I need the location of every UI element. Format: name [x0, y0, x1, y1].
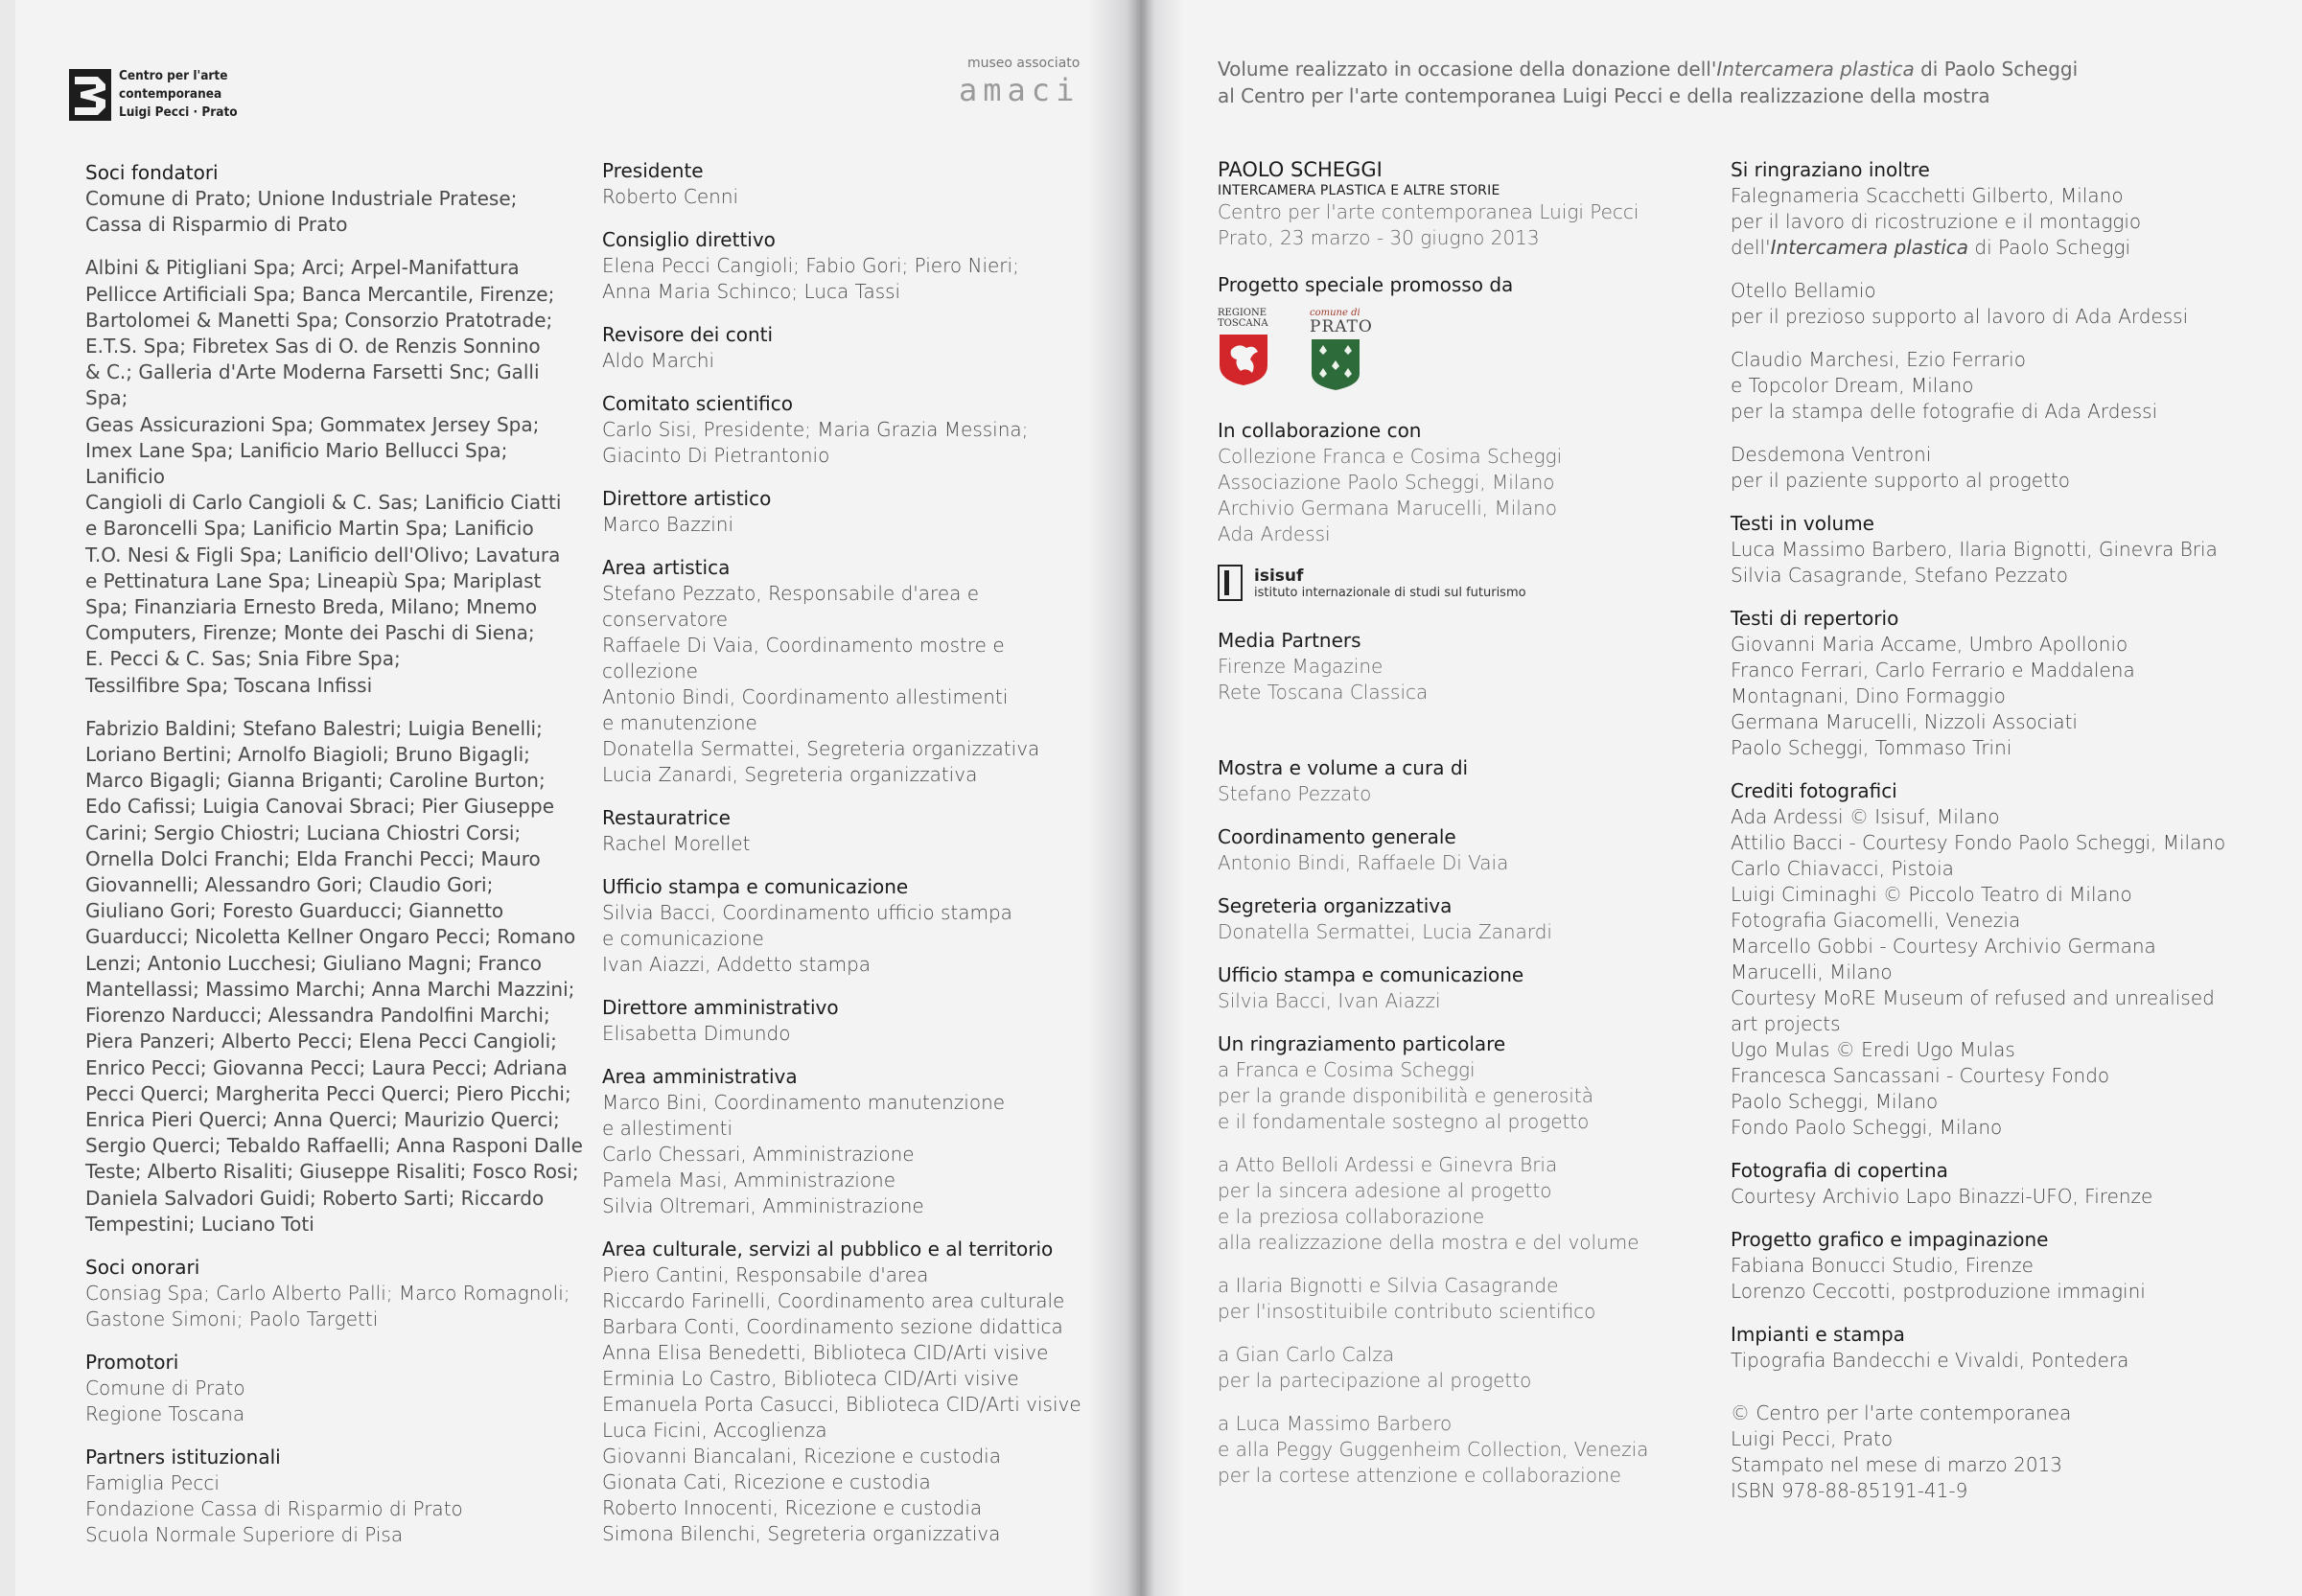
comune-prato-logo — [1310, 308, 1373, 395]
section-heading: Un ringraziamento particolare — [1218, 1032, 1506, 1055]
text-line: Carlo Sisi, Presidente; Maria Grazia Messina; — [602, 418, 1029, 441]
colophon — [1731, 1400, 2267, 1504]
text-line: T.O. Nesi & Figli Spa; Lanificio dell'Olivo; Lavatura — [85, 543, 561, 567]
credit-entry — [1218, 962, 1697, 1014]
text-line: Franco Ferrari, Carlo Ferrario e Maddalena — [1731, 659, 2135, 682]
text-line: e Baroncelli Spa; Lanificio Martin Spa; Lanificio — [85, 517, 534, 541]
text-line: Comune di Prato — [85, 1376, 245, 1399]
text-line: Giacinto Di Pietrantonio — [602, 444, 830, 467]
credit-entry — [1218, 418, 1697, 547]
text-line: Famiglia Pecci — [85, 1470, 220, 1494]
isisuf-subtitle: istituto internazionale di studi sul futurismo — [1254, 585, 1526, 600]
credit-entry — [85, 1350, 584, 1427]
credit-entry — [1218, 1031, 1697, 1135]
text-line: Silvia Oltremari, Amministrazione — [602, 1194, 924, 1217]
text-line: Ugo Mulas © Eredi Ugo Mulas — [1731, 1038, 2015, 1061]
text-line: Tipografia Bandecchi e Vivaldi, Pontedera — [1731, 1349, 2129, 1372]
text-line: Prato, 23 marzo - 30 giugno 2013 — [1218, 226, 1540, 249]
section-heading: Media Partners — [1218, 629, 1361, 652]
text-line: art projects — [1731, 1012, 1841, 1035]
text-line: e alla Peggy Guggenheim Collection, Venezia — [1218, 1438, 1649, 1461]
text-line: Donatella Sermattei, Segreteria organizzativa — [602, 737, 1040, 760]
comune-prato-shield — [1310, 337, 1361, 391]
text-line: Elisabetta Dimundo — [602, 1022, 791, 1045]
text-line: per l'insostituibile contributo scientifico — [1218, 1300, 1596, 1323]
text-line: Spa; Finanziaria Ernesto Breda, Milano; Mnemo — [85, 595, 538, 619]
text-line: Marco Bini, Coordinamento manutenzione — [602, 1091, 1006, 1114]
text-line: Cangioli di Carlo Cangioli & C. Sas; Lanificio Ciatti — [85, 491, 562, 515]
credit-entry — [1731, 1227, 2267, 1305]
text-line: Desdemona Ventroni — [1731, 443, 1932, 466]
section-heading: Consiglio direttivo — [602, 228, 776, 251]
text-line: Fondazione Cassa di Risparmio di Prato — [85, 1496, 463, 1520]
text-line: per la partecipazione al progetto — [1218, 1369, 1532, 1392]
text-line: e manutenzione — [602, 711, 757, 734]
credit-entry — [602, 1237, 1101, 1547]
text-line: Ada Ardessi — [1218, 522, 1331, 545]
text-line: Marcello Gobbi - Courtesy Archivio Germana — [1731, 935, 2156, 958]
text-line: Gastone Simoni; Paolo Targetti — [85, 1307, 379, 1330]
thanks-entry — [1218, 1152, 1697, 1256]
text-line: Paolo Scheggi, Tommaso Trini — [1731, 736, 2012, 759]
text-line: a Ilaria Bignotti e Silvia Casagrande — [1218, 1274, 1559, 1297]
text-line: per la stampa delle fotografie di Ada Ardessi — [1731, 400, 2158, 423]
column-2 — [602, 158, 1101, 1564]
pecci-logo-text — [119, 67, 238, 122]
text-line: Fabiana Bonucci Studio, Firenze — [1731, 1254, 2034, 1277]
text-line: Simona Bilenchi, Segreteria organizzativa — [602, 1522, 1001, 1545]
section-heading: Impianti e stampa — [1731, 1323, 1905, 1346]
text-line: Marco Bazzini — [602, 513, 734, 536]
isisuf-icon — [1218, 565, 1243, 601]
text-line — [1731, 235, 2267, 261]
text-line: Erminia Lo Castro, Biblioteca CID/Arti visive — [602, 1367, 1019, 1390]
text-line: per il paziente supporto al progetto — [1731, 469, 2071, 492]
credit-entry — [1731, 511, 2267, 589]
credit-entry — [602, 995, 1101, 1047]
thanks-entry — [1731, 442, 2267, 494]
text-line: a Atto Belloli Ardessi e Ginevra Bria — [1218, 1153, 1558, 1176]
text-line: Lorenzo Ceccotti, postproduzione immagini — [1731, 1280, 2146, 1303]
text-line: Imex Lane Spa; Lanificio Mario Bellucci Spa; Lanificio — [85, 438, 508, 489]
text-line: Elena Pecci Cangioli; Fabio Gori; Piero Nieri; — [602, 254, 1019, 277]
credit-entry — [602, 322, 1101, 374]
section-heading: Ufficio stampa e comunicazione — [1218, 963, 1524, 986]
section-heading: Testi di repertorio — [1731, 607, 1899, 630]
text-line: Fiorenzo Narducci; Alessandra Pandolfini Marchi; — [85, 1004, 550, 1028]
text-line: Lenzi; Antonio Lucchesi; Giuliano Magni; Franco — [85, 951, 543, 975]
text-line: Antonio Bindi, Raffaele Di Vaia — [1218, 851, 1509, 874]
text-line: per il prezioso supporto al lavoro di Ada Ardessi — [1731, 305, 2189, 328]
text-line: Lucia Zanardi, Segreteria organizzativa — [602, 763, 978, 786]
section-heading: Soci onorari — [85, 1255, 200, 1279]
text-line: alla realizzazione della mostra e del volume — [1218, 1231, 1639, 1254]
soci-fondatori-p2 — [85, 255, 584, 698]
text-line: Giovanni Biancalani, Ricezione e custodia — [602, 1445, 1001, 1468]
text-line: Ada Ardessi © Isisuf, Milano — [1731, 805, 2000, 828]
text-line: Pecci Querci; Margherita Pecci Querci; Piero Picchi; — [85, 1081, 571, 1105]
text-line: Germana Marucelli, Nizzoli Associati — [1731, 710, 2078, 733]
museo-associato — [959, 56, 1080, 109]
text-line: Giovanni Maria Accame, Umbro Apollonio — [1731, 633, 2128, 656]
section-heading: Progetto speciale promosso da — [1218, 273, 1514, 296]
amaci-logo: amaci — [959, 72, 1081, 108]
logo-line: contemporanea — [119, 86, 222, 102]
logo-line: Luigi Pecci · Prato — [119, 104, 238, 120]
text-line: Fondo Paolo Scheggi, Milano — [1731, 1116, 2003, 1139]
comune-label-small: comune di — [1310, 308, 1360, 318]
regione-toscana-logo — [1218, 308, 1277, 395]
text-line: Tempestini; Luciano Toti — [85, 1212, 314, 1236]
soci-fondatori-p3 — [85, 716, 584, 1237]
section-heading: Restauratrice — [602, 806, 731, 829]
credit-entry — [85, 1255, 584, 1332]
text-line: & C.; Galleria d'Arte Moderna Farsetti Snc; Galli Spa; — [85, 360, 540, 410]
text-line: Tessilfibre Spa; Toscana Infissi — [85, 673, 373, 697]
text-line: Francesca Sancassani - Courtesy Fondo — [1731, 1064, 2110, 1087]
exhibition-title: PAOLO SCHEGGI — [1218, 158, 1383, 181]
text-line: e allestimenti — [602, 1117, 733, 1140]
text-line: Courtesy MoRE Museum of refused and unrealised — [1731, 986, 2215, 1009]
text-line: Otello Bellamio — [1731, 279, 1876, 302]
section-heading: Crediti fotografici — [1731, 779, 1897, 802]
text-line: Ivan Aiazzi, Addetto stampa — [602, 953, 872, 976]
section-heading: Progetto grafico e impaginazione — [1731, 1228, 2049, 1251]
text-line: e Topcolor Dream, Milano — [1731, 374, 1974, 397]
credit-entry — [602, 874, 1101, 978]
text-line: ISBN 978-88-85191-41-9 — [1731, 1479, 1968, 1502]
text-line: Edo Cafissi; Luigia Canovai Sbraci; Pier Giuseppe — [85, 795, 554, 819]
text-line: Raffaele Di Vaia, Coordinamento mostre e collezione — [602, 634, 1005, 682]
text-line: Albini & Pitigliani Spa; Arci; Arpel-Manifattura — [85, 256, 520, 280]
text-line: Emanuela Porta Casucci, Biblioteca CID/Arti visive — [602, 1393, 1081, 1416]
text-line: Stefano Pezzato, Responsabile d'area e conservatore — [602, 582, 980, 631]
text-line: e comunicazione — [602, 927, 764, 950]
text-line: Pamela Masi, Amministrazione — [602, 1168, 896, 1191]
thanks-entry — [1218, 1342, 1697, 1394]
section-heading: Fotografia di copertina — [1731, 1159, 1948, 1182]
text-line: Firenze Magazine — [1218, 655, 1384, 678]
text-line: Giuliano Gori; Foresto Guarducci; Giannetto — [85, 899, 504, 923]
text-line: Ornella Dolci Franchi; Elda Franchi Pecci; Mauro — [85, 846, 541, 870]
text-line: Teste; Alberto Risaliti; Giuseppe Risaliti; Fosco Rosi; — [85, 1160, 579, 1184]
credit-entry — [1731, 1322, 2267, 1374]
text-line: Comune di Prato; Unione Industriale Pratese; — [85, 187, 518, 210]
text-line: per il lavoro di ricostruzione e il montaggio — [1731, 210, 2142, 233]
exhibition-block — [1218, 157, 1697, 251]
text-line: Archivio Germana Marucelli, Milano — [1218, 497, 1558, 520]
text-line: Anna Maria Schinco; Luca Tassi — [602, 280, 901, 303]
text-italic: Intercamera plastica — [1770, 236, 1969, 259]
text-line: Enrica Pieri Querci; Anna Querci; Maurizio Querci; — [85, 1107, 560, 1131]
section-heading: Direttore amministrativo — [602, 996, 839, 1019]
thanks-entry — [1218, 1411, 1697, 1489]
text-line: Giovannelli; Alessandro Gori; Claudio Gori; — [85, 873, 494, 897]
section-heading: Direttore artistico — [602, 487, 772, 510]
isisuf-name: isisuf — [1254, 566, 1304, 586]
text-line: E. Pecci & C. Sas; Snia Fibre Spa; — [85, 647, 401, 671]
text-line: Antonio Bindi, Coordinamento allestimenti — [602, 685, 1009, 708]
section-heading: Area amministrativa — [602, 1065, 798, 1088]
text-line: Bartolomei & Manetti Spa; Consorzio Pratotrade; — [85, 308, 553, 332]
text-line: Cassa di Risparmio di Prato — [85, 213, 348, 237]
credit-entry — [602, 555, 1101, 788]
pecci-logo-mark — [69, 69, 111, 121]
pecci-logo — [69, 67, 270, 125]
credit-entry — [602, 158, 1101, 210]
text-line: Scuola Normale Superiore di Pisa — [85, 1522, 404, 1546]
section-heading: Area culturale, servizi al pubblico e al territorio — [602, 1237, 1054, 1261]
logo-line: Centro per l'arte — [119, 68, 228, 83]
text-line: Rachel Morellet — [602, 832, 751, 855]
text-line: Daniela Salvadori Guidi; Roberto Sarti; Riccardo — [85, 1186, 545, 1210]
text-line: Luca Ficini, Accoglienza — [602, 1419, 827, 1442]
book-gutter — [1088, 0, 1184, 1596]
credit-entry — [1731, 778, 2267, 1141]
section-heading: Soci fondatori — [85, 161, 219, 184]
text-line: Riccardo Farinelli, Coordinamento area culturale — [602, 1289, 1065, 1312]
text-line: Anna Elisa Benedetti, Biblioteca CID/Arti visive — [602, 1341, 1049, 1364]
museo-label: museo associato — [966, 56, 1081, 71]
credit-entry — [602, 1064, 1101, 1219]
text-line: Regione Toscana — [85, 1401, 245, 1425]
text-line: a Gian Carlo Calza — [1218, 1343, 1395, 1366]
text-line: Donatella Sermattei, Lucia Zanardi — [1218, 920, 1552, 943]
credit-entry — [1218, 628, 1697, 705]
comune-label-big: PRATO — [1310, 317, 1373, 336]
text-part: di Paolo Scheggi — [1968, 236, 2131, 259]
text-line: Centro per l'arte contemporanea Luigi Pecci — [1218, 200, 1639, 223]
text-line: Silvia Casagrande, Stefano Pezzato — [1731, 564, 2068, 587]
text-line: Barbara Conti, Coordinamento sezione didattica — [602, 1315, 1063, 1338]
text-line: Enrico Pecci; Giovanna Pecci; Laura Pecci; Adriana — [85, 1055, 568, 1079]
section-heading: Ufficio stampa e comunicazione — [602, 875, 909, 898]
text-line: Silvia Bacci, Ivan Aiazzi — [1218, 989, 1441, 1012]
text-line: Gionata Cati, Ricezione e custodia — [602, 1470, 931, 1493]
text-line: Fotografia Giacomelli, Venezia — [1731, 909, 2021, 932]
credit-entry — [85, 1445, 584, 1548]
credit-entry — [602, 227, 1101, 305]
intro-line-1 — [1218, 56, 2078, 82]
credit-entry — [1731, 157, 2267, 261]
intro-line-2: al Centro per l'arte contemporanea Luigi Pecci e della realizzazione della mostra — [1218, 84, 1990, 107]
soci-fondatori-p1 — [85, 186, 584, 238]
column-3 — [1218, 157, 1697, 1506]
text-line: Piero Cantini, Responsabile d'area — [602, 1263, 929, 1286]
credit-entry — [1218, 893, 1697, 945]
text-line: Claudio Marchesi, Ezio Ferrario — [1731, 348, 2026, 371]
text-line: Marucelli, Milano — [1731, 960, 1893, 983]
credit-entry — [602, 805, 1101, 857]
section-heading: Partners istituzionali — [85, 1445, 281, 1469]
text-part: dell' — [1731, 236, 1771, 259]
section-heading: Testi in volume — [1731, 512, 1874, 535]
section-heading: Segreteria organizzativa — [1218, 894, 1453, 917]
text-line: Computers, Firenze; Monte dei Paschi di Siena; — [85, 621, 535, 645]
thanks-entry — [1731, 278, 2267, 330]
section-heading: Area artistica — [602, 556, 731, 579]
sponsor-logos — [1218, 308, 1697, 395]
text-line: Luca Massimo Barbero, Ilaria Bignotti, Ginevra Bria — [1731, 538, 2218, 561]
text-line: Loriano Bertini; Arnolfo Biagioli; Bruno Bigagli; — [85, 743, 530, 767]
text-line: Collezione Franca e Cosima Scheggi — [1218, 445, 1563, 468]
text-line: Carlo Chessari, Amministrazione — [602, 1143, 915, 1166]
isisuf-logo — [1218, 565, 1697, 601]
text-line: a Luca Massimo Barbero — [1218, 1412, 1453, 1435]
column-1 — [85, 160, 584, 1565]
text-line: Carini; Sergio Chiostri; Luciana Chiostri Corsi; — [85, 821, 522, 844]
section-heading: Revisore dei conti — [602, 323, 774, 346]
text-line: Aldo Marchi — [602, 349, 715, 372]
text-line: e la preziosa collaborazione — [1218, 1205, 1485, 1228]
section-heading: Promotori — [85, 1350, 179, 1374]
text-line: Paolo Scheggi, Milano — [1731, 1090, 1939, 1113]
intro-text-part: di Paolo Scheggi — [1914, 58, 2079, 81]
text-line: Roberto Innocenti, Ricezione e custodia — [602, 1496, 983, 1519]
regione-label: REGIONE TOSCANA — [1218, 308, 1268, 329]
section-heading: Coordinamento generale — [1218, 825, 1456, 848]
credit-entry — [602, 486, 1101, 538]
credit-entry — [602, 391, 1101, 469]
section-heading: Mostra e volume a cura di — [1218, 756, 1469, 779]
text-line: Courtesy Archivio Lapo Binazzi-UFO, Firenze — [1731, 1185, 2153, 1208]
text-line: a Franca e Cosima Scheggi — [1218, 1058, 1476, 1081]
text-line: Attilio Bacci - Courtesy Fondo Paolo Scheggi, Milano — [1731, 831, 2226, 854]
credit-entry — [1218, 755, 1697, 807]
intro-italic: Intercamera plastica — [1716, 58, 1915, 81]
text-line: per la grande disponibilità e generosità — [1218, 1084, 1593, 1107]
text-line: Falegnameria Scacchetti Gilberto, Milano — [1731, 184, 2124, 207]
text-line: Stampato nel mese di marzo 2013 — [1731, 1453, 2062, 1476]
text-line: Mantellassi; Massimo Marchi; Anna Marchi Mazzini; — [85, 977, 575, 1001]
text-line: e Pettinatura Lane Spa; Lineapiù Spa; Mariplast — [85, 568, 542, 592]
text-line: Sergio Querci; Tebaldo Raffaelli; Anna Rasponi Dalle — [85, 1134, 583, 1158]
text-line: per la cortese attenzione e collaborazione — [1218, 1464, 1621, 1487]
intro-text — [1218, 56, 2078, 109]
thanks-entry — [1731, 347, 2267, 425]
text-line: Piera Panzeri; Alberto Pecci; Elena Pecci Cangioli; — [85, 1029, 557, 1053]
text-line: Geas Assicurazioni Spa; Gommatex Jersey Spa; — [85, 412, 540, 436]
text-line: Fabrizio Baldini; Stefano Balestri; Luigia Benelli; — [85, 716, 543, 740]
text-line: Stefano Pezzato — [1218, 782, 1372, 805]
credit-entry — [1218, 824, 1697, 876]
section-heading: Si ringraziano inoltre — [1731, 158, 1930, 181]
thanks-entry — [1218, 1273, 1697, 1325]
section-heading: Comitato scientifico — [602, 392, 793, 415]
text-line: © Centro per l'arte contemporanea — [1731, 1401, 2072, 1424]
section-heading: In collaborazione con — [1218, 419, 1422, 442]
credit-entry — [1731, 606, 2267, 761]
regione-toscana-shield — [1218, 333, 1269, 386]
text-line: Consiag Spa; Carlo Alberto Palli; Marco Romagnoli; — [85, 1281, 570, 1305]
text-line: Associazione Paolo Scheggi, Milano — [1218, 471, 1555, 494]
text-line: Rete Toscana Classica — [1218, 681, 1429, 704]
text-line: Marco Bigagli; Gianna Briganti; Caroline Burton; — [85, 769, 546, 793]
text-line: Carlo Chiavacci, Pistoia — [1731, 857, 1954, 880]
text-line: Luigi Ciminaghi © Piccolo Teatro di Milano — [1731, 883, 2132, 906]
exhibition-subtitle: INTERCAMERA PLASTICA E ALTRE STORIE — [1218, 183, 1500, 198]
text-line: Guarducci; Nicoletta Kellner Ongaro Pecci; Romano — [85, 925, 576, 949]
text-line: e il fondamentale sostegno al progetto — [1218, 1110, 1590, 1133]
text-line: Pellicce Artificiali Spa; Banca Mercantile, Firenze; — [85, 282, 555, 306]
intro-text-part: Volume realizzato in occasione della donazione dell' — [1218, 58, 1717, 81]
column-4 — [1731, 157, 2267, 1521]
text-line: Luigi Pecci, Prato — [1731, 1427, 1894, 1450]
credit-entry — [1731, 1158, 2267, 1210]
text-line: Montagnani, Dino Formaggio — [1731, 684, 2006, 707]
text-line: per la sincera adesione al progetto — [1218, 1179, 1552, 1202]
section-heading: Presidente — [602, 159, 704, 182]
text-line: Silvia Bacci, Coordinamento ufficio stampa — [602, 901, 1012, 924]
text-line: Roberto Cenni — [602, 185, 739, 208]
text-line: E.T.S. Spa; Fibretex Sas di O. de Renzis Sonnino — [85, 335, 541, 359]
